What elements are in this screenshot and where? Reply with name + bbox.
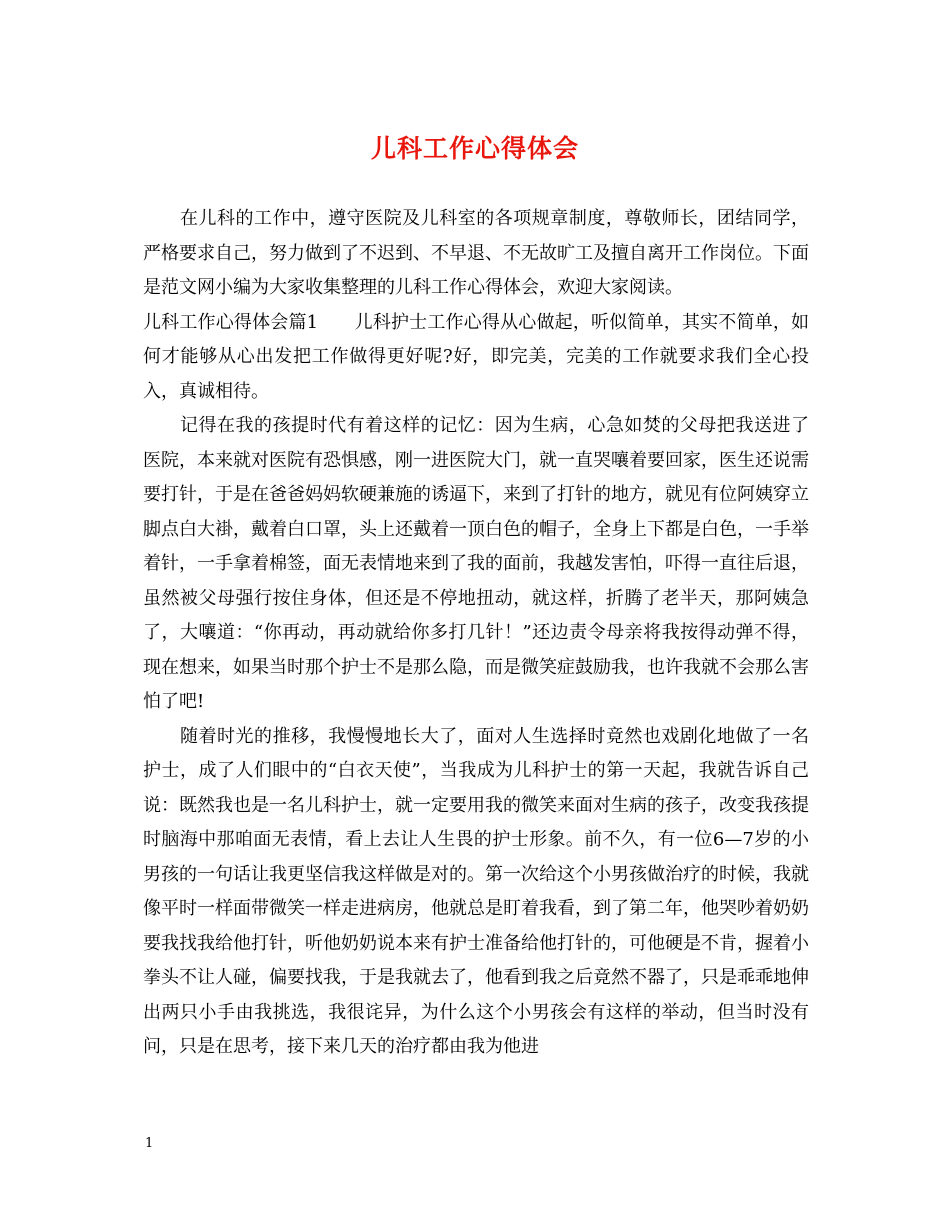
document-body xyxy=(143,202,809,1065)
paragraph-intro: 在儿科的工作中，遵守医院及儿科室的各项规章制度，尊敬师长，团结同学，严格要求自己，努力做到了不迟到、不早退、不无故旷工及擅自离开工作岗位。下面是范文网小编为大家收集整理的儿科工作心得体会，欢迎大家阅读。 xyxy=(143,208,809,298)
paragraph-childhood-memory: 记得在我的孩提时代有着这样的记忆：因为生病，心急如焚的父母把我送进了医院，本来就对医院有恐惧感，刚一进医院大门，就一直哭嚷着要回家，医生还说需要打针，于是在爸爸妈妈软硬兼施的诱逼下，来到了打针的地方，就见有位阿姨穿立脚点白大褂，戴着白口罩，头上还戴着一顶白色的帽子，全身上下都是白色，一手举着针，一手拿着棉签，面无表情地来到了我的面前，我越发害怕，吓得一直往后退，虽然被父母强行按住身体，但还是不停地扭动，就这样，折腾了老半天，那阿姨急了，大嚷道：“你再动，再动就给你多打几针！”还边责令母亲将我按得动弹不得，现在想来，如果当时那个护士不是那么隐，而是微笑症鼓励我，也许我就不会那么害怕了吧! xyxy=(143,415,809,712)
paragraph-section-1: 儿科工作心得体会篇1 儿科护士工作心得从心做起，听似简单，其实不简单，如何才能够从心出发把工作做得更好呢?好，即完美，完美的工作就要求我们全心投入，真诚相待。 xyxy=(143,311,809,402)
page-number: 1 xyxy=(145,1136,154,1151)
paragraph-becoming-nurse: 随着时光的推移，我慢慢地长大了，面对人生选择时竟然也戏剧化地做了一名护士，成了人们眼中的“白衣天使”，当我成为儿科护士的第一天起，我就告诉自己说：既然我也是一名儿科护士，就一定要用我的微笑来面对生病的孩子，改变我孩提时脑海中那咱面无表情，看上去让人生畏的护士形象。前不久，有一位6—7岁的小男孩的一句话让我更坚信我这样做是对的。第一次给这个小男孩做治疗的时候，我就像平时一样面带微笑一样走进病房，他就总是盯着我看，到了第二年，他哭吵着奶奶要我找我给他打针，听他奶奶说本来有护士准备给他打针的，可他硬是不肯，握着小拳头不让人碰，偏要找我，于是我就去了，他看到我之后竟然不器了，只是乖乖地伸出两只小手由我挑选，我很诧异，为什么这个小男孩会有这样的举动，但当时没有问，只是在思考，接下来几天的治疗都由我为他进 xyxy=(143,725,809,1057)
document-title: 儿科工作心得体会 xyxy=(370,134,579,163)
